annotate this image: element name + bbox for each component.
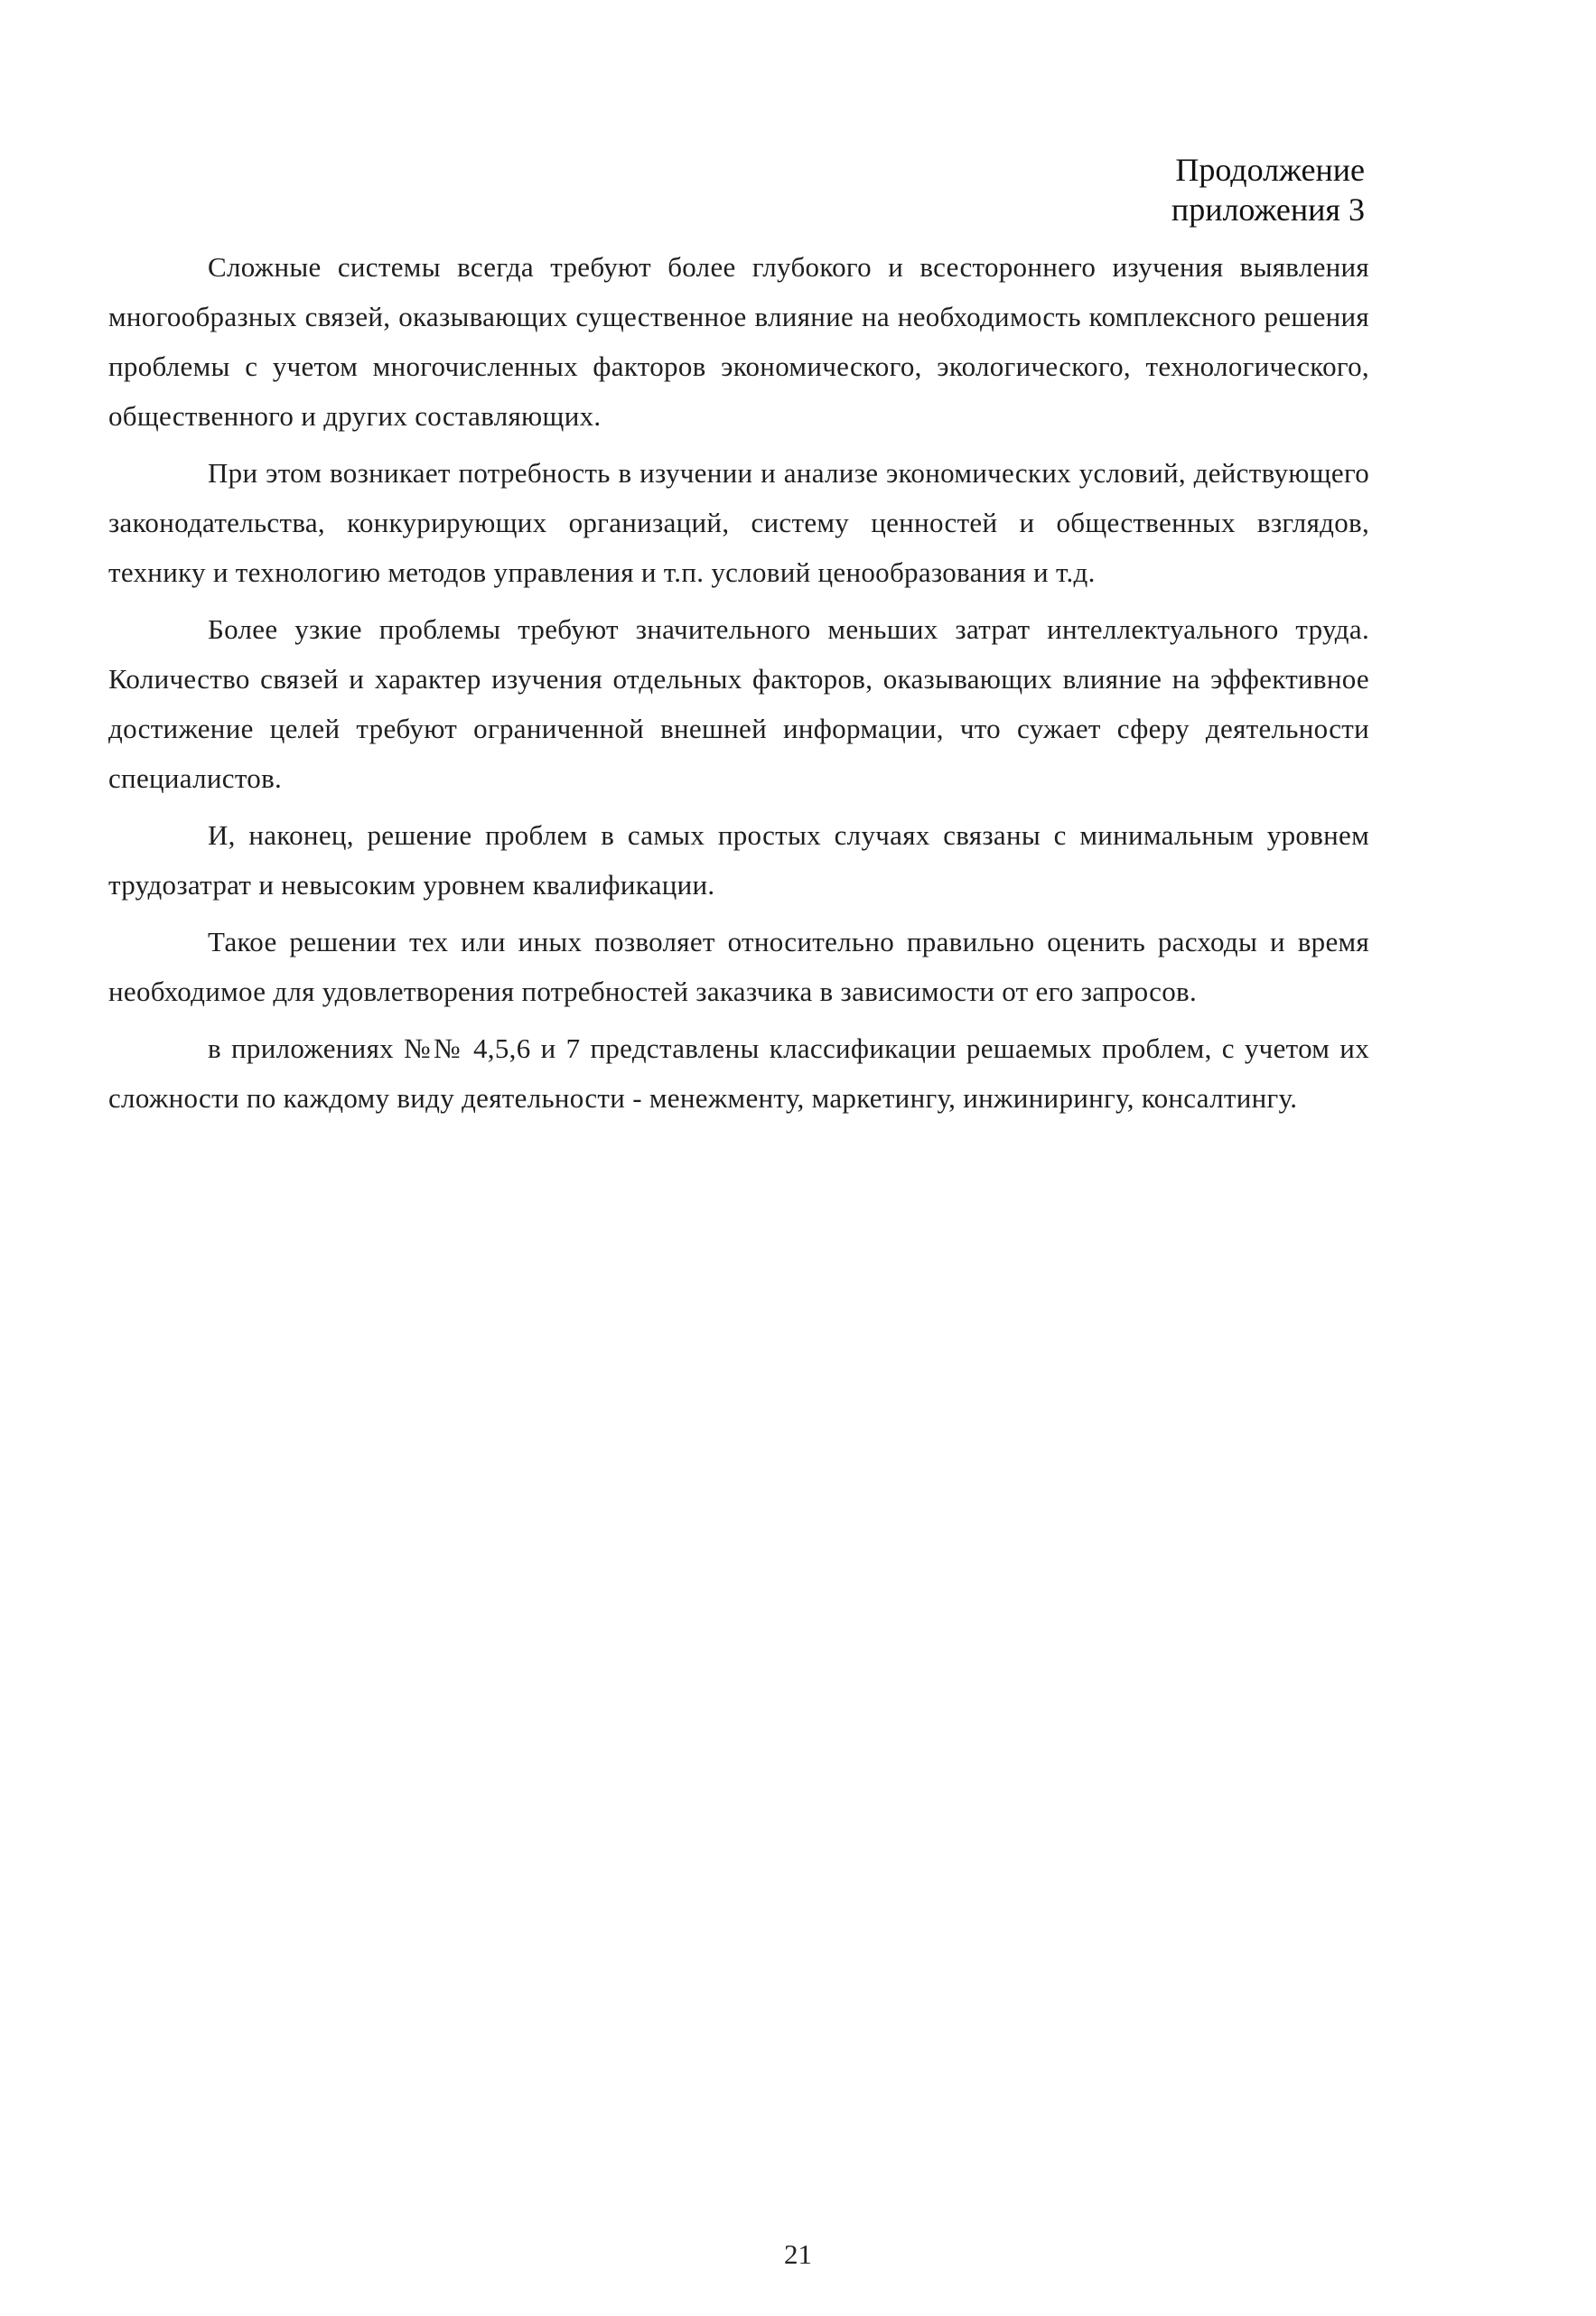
body-text xyxy=(108,242,1369,1130)
paragraph-narrow-problems: Более узкие проблемы требуют значительного меньших затрат интеллектуального труда. Количество связей и характер изучения отдельных факторов, оказывающих влияние на эффективное достижение целей требуют ограниченной внешней информации, что сужает сферу деятельности специалистов. xyxy=(108,613,1369,794)
paragraph-analysis-needs: При этом возникает потребность в изучении и анализе экономических условий, действующего законодательства, конкурирующих организаций, систему ценностей и общественных взглядов, технику и технологию методов управления и т.п. условий ценообразования и т.д. xyxy=(108,457,1369,588)
paragraph-cost-estimation: Такое решении тех или иных позволяет относительно правильно оценить расходы и время необходимое для удовлетворения потребностей заказчика в зависимости от его запросов. xyxy=(108,926,1369,1007)
paragraph-simple-cases: И, наконец, решение проблем в самых простых случаях связаны с минимальным уровнем трудозатрат и невысоким уровнем квалификации. xyxy=(108,819,1369,901)
header-appendix-number: приложения 3 xyxy=(1171,191,1365,228)
page-number: 21 xyxy=(784,2238,812,2270)
paragraph-complex-systems: Сложные системы всегда требуют более глубокого и всестороннего изучения выявления многообразных связей, оказывающих существенное влияние на необходимость комплексного решения проблемы с учетом многочисленных факторов экономического, экологического, технологического, общественного и других составляющих. xyxy=(108,251,1369,432)
paragraph-appendix-references: в приложениях №№ 4,5,6 и 7 представлены классификации решаемых проблем, с учетом их сложности по каждому виду деятельности - менежменту, маркетингу, инжинирингу, консалтингу. xyxy=(108,1032,1369,1114)
appendix-header xyxy=(1171,150,1365,229)
header-continuation: Продолжение xyxy=(1175,152,1365,188)
